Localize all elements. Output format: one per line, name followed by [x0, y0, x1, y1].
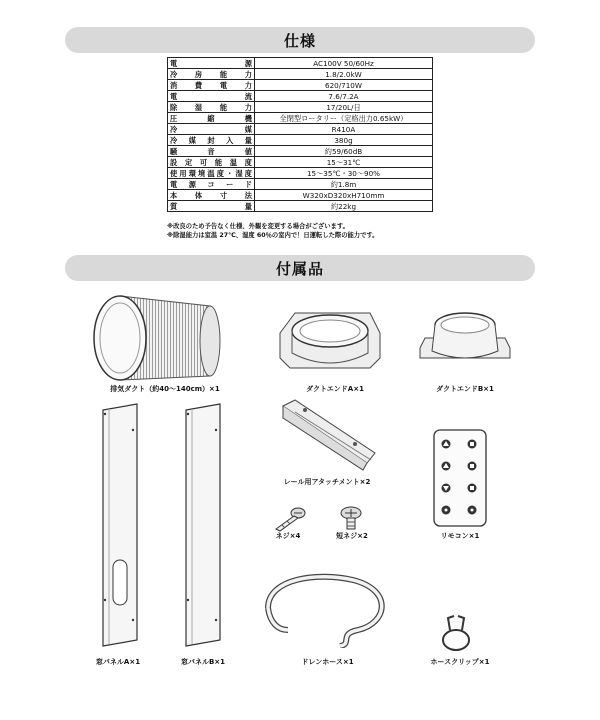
- accessory-label-remote: リモコン×1: [440, 532, 480, 540]
- accessory-label-panel-a: 窓パネルA×1: [95, 658, 141, 666]
- window-panel-a-illustration: [95, 400, 145, 650]
- remote-control-illustration: [432, 428, 488, 528]
- spec-label: 電源コード: [168, 179, 255, 190]
- spec-label: 使用環境温度・湿度: [168, 168, 255, 179]
- spec-row: [168, 190, 433, 201]
- rail-attachment-illustration: [275, 398, 385, 473]
- spec-label: 質量: [168, 201, 255, 212]
- screw-illustration: [272, 505, 308, 533]
- spec-label: 騒音値: [168, 146, 255, 157]
- spec-row: [168, 113, 433, 124]
- spec-row: [168, 69, 433, 80]
- spec-label: 電源: [168, 58, 255, 69]
- accessory-label-short-screw: 短ネジ×2: [336, 532, 368, 540]
- accessory-label-screw: ネジ×4: [275, 532, 301, 540]
- spec-value: 全閉型ロータリー（定格出力0.65kW）: [255, 113, 433, 124]
- spec-label: 冷媒: [168, 124, 255, 135]
- accessories-section-header: [65, 255, 535, 281]
- spec-value: AC100V 50/60Hz: [255, 58, 433, 69]
- short-screw-illustration: [336, 505, 366, 533]
- accessory-label-duct: 排気ダクト（約40～140cm）×1: [110, 385, 220, 393]
- spec-note: ※除湿能力は室温 27℃、湿度 60％の室内で！日運転した際の能力です。: [167, 232, 379, 239]
- spec-label: 除湿能力: [168, 102, 255, 113]
- spec-row: [168, 146, 433, 157]
- spec-value: 620/710W: [255, 80, 433, 91]
- duct-end-b-illustration: [415, 303, 515, 373]
- duct-end-a-illustration: [275, 303, 385, 373]
- spec-note: ※改良のため予告なく仕様、外観を変更する場合がございます。: [167, 223, 349, 230]
- spec-section-header: [65, 27, 535, 53]
- spec-value: 約1.8m: [255, 179, 433, 190]
- accessories-title: 付属品: [275, 259, 324, 278]
- spec-row: [168, 58, 433, 69]
- spec-row: [168, 80, 433, 91]
- spec-value: 約59/60dB: [255, 146, 433, 157]
- spec-label: 冷媒封入量: [168, 135, 255, 146]
- spec-label: 消費電力: [168, 80, 255, 91]
- spec-row: [168, 179, 433, 190]
- exhaust-duct-illustration: [85, 288, 235, 383]
- spec-notes: [167, 222, 378, 240]
- window-panel-b-illustration: [178, 400, 228, 650]
- spec-value: W320xD320xH710mm: [255, 190, 433, 201]
- accessory-label-duct-end-a: ダクトエンドA×1: [306, 385, 364, 393]
- spec-table: [167, 57, 433, 212]
- spec-row: [168, 201, 433, 212]
- spec-row: [168, 168, 433, 179]
- spec-row: [168, 91, 433, 102]
- spec-value: 15～31℃: [255, 157, 433, 168]
- accessory-label-duct-end-b: ダクトエンドB×1: [436, 385, 494, 393]
- spec-label: 圧縮機: [168, 113, 255, 124]
- spec-row: [168, 157, 433, 168]
- spec-label: 設定可能温度: [168, 157, 255, 168]
- spec-value: 380g: [255, 135, 433, 146]
- spec-value: R410A: [255, 124, 433, 135]
- accessory-label-rail: レール用アタッチメント×2: [283, 478, 371, 486]
- spec-value: 15～35℃・30～90%: [255, 168, 433, 179]
- accessory-label-panel-b: 窓パネルB×1: [180, 658, 226, 666]
- spec-row: [168, 135, 433, 146]
- accessory-label-hose-clip: ホースクリップ×1: [430, 658, 490, 666]
- spec-row: [168, 124, 433, 135]
- spec-label: 本体寸法: [168, 190, 255, 201]
- spec-label: 冷房能力: [168, 69, 255, 80]
- drain-hose-illustration: [258, 568, 398, 648]
- accessory-label-drain-hose: ドレンホース×1: [301, 658, 354, 666]
- spec-value: 1.8/2.0kW: [255, 69, 433, 80]
- spec-label: 電流: [168, 91, 255, 102]
- hose-clip-illustration: [438, 612, 474, 652]
- spec-value: 7.6/7.2A: [255, 91, 433, 102]
- spec-value: 17/20L/日: [255, 102, 433, 113]
- spec-row: [168, 102, 433, 113]
- spec-value: 約22kg: [255, 201, 433, 212]
- spec-title: 仕様: [283, 31, 316, 50]
